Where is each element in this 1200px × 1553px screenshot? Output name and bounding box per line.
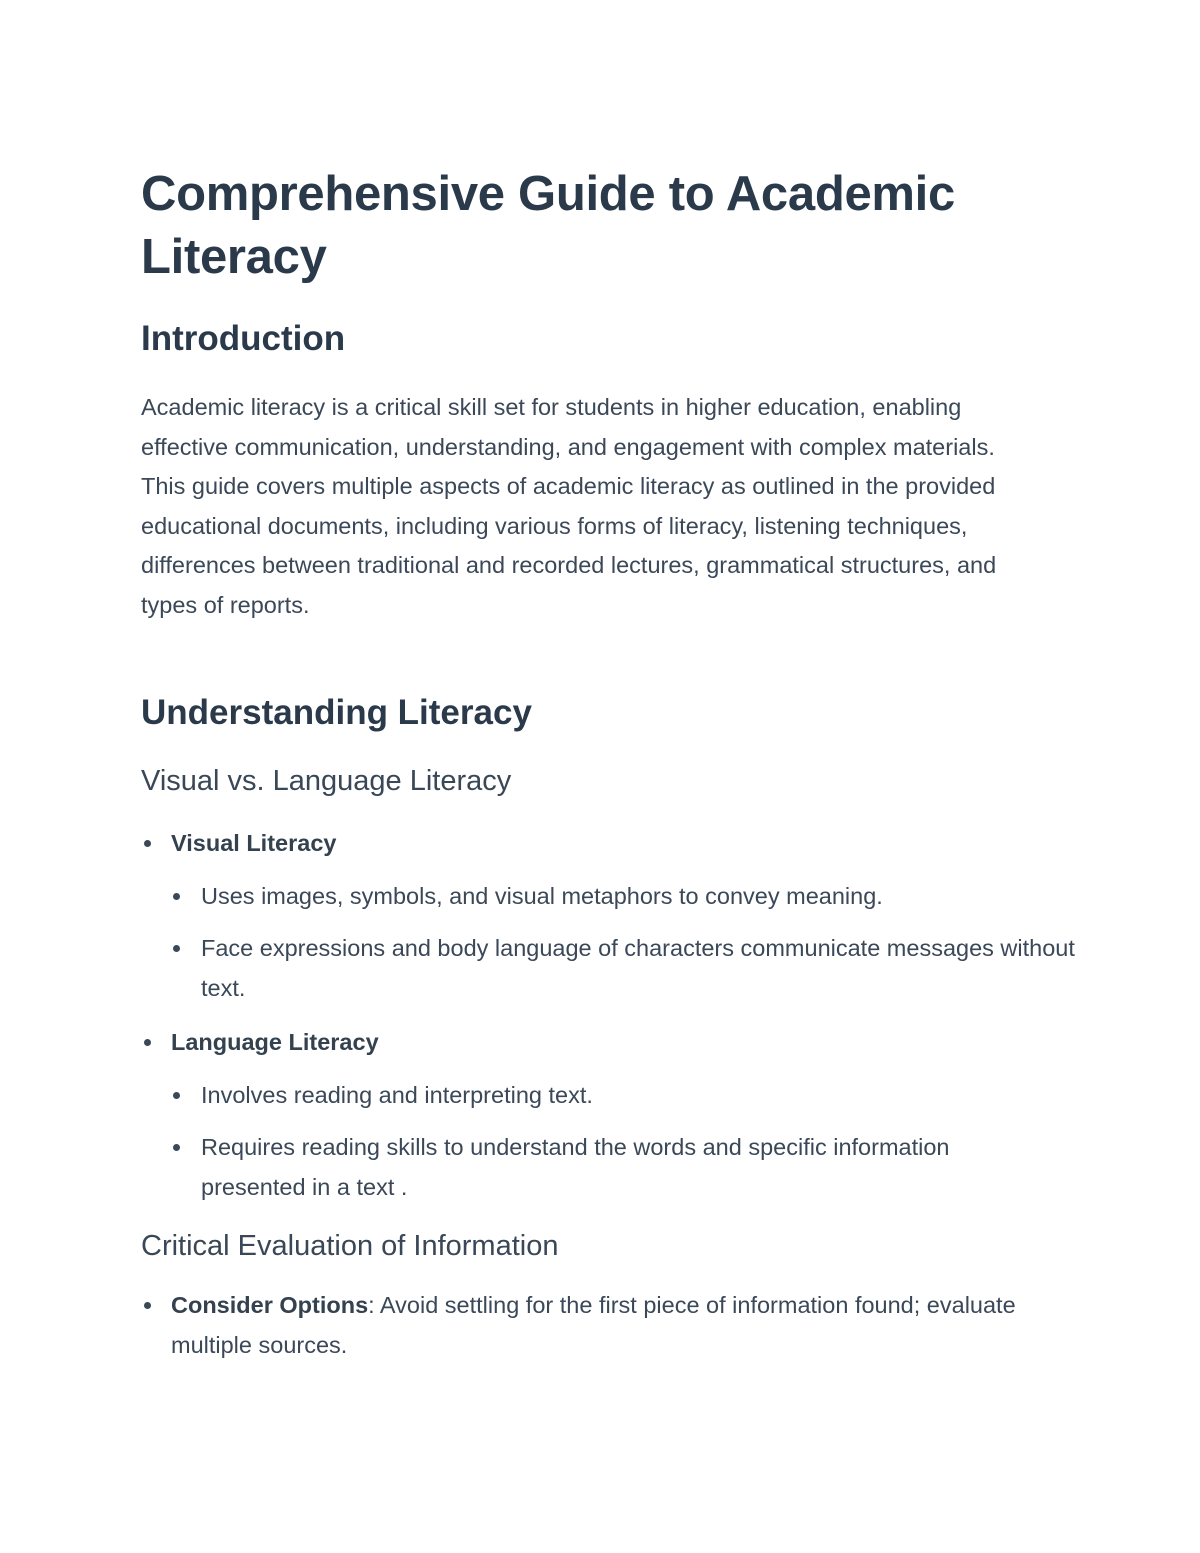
bullet-icon — [173, 945, 180, 952]
list-item-label: Language Literacy — [171, 1029, 379, 1055]
list-item — [141, 928, 1081, 1008]
list-item-label: Visual Literacy — [171, 830, 337, 856]
document-title: Comprehensive Guide to Academic Literacy — [141, 167, 955, 284]
list-item-text: Avoid settling for the first piece of information found; evaluate multiple sources. — [171, 1292, 1016, 1358]
subsection-heading-visual-vs-language: Visual vs. Language Literacy — [141, 765, 512, 797]
bullet-icon — [144, 840, 151, 847]
introduction-paragraph: Academic literacy is a critical skill set for students in higher education, enabling effective communication, understanding, and engagement with complex materials. This guide covers multiple aspects of academic literacy as outlined in the provided educational documents, including various forms of literacy, listening techniques, differences between traditional and recorded lectures, grammatical structures, and types of reports. — [141, 394, 997, 618]
list-item-text: Requires reading skills to understand the words and specific information presented in a text . — [201, 1134, 950, 1200]
subsection-heading-critical-evaluation: Critical Evaluation of Information — [141, 1230, 559, 1262]
section-heading-introduction: Introduction — [141, 319, 346, 358]
list-item-label: Consider Options — [171, 1292, 369, 1318]
bullet-icon — [173, 1092, 180, 1099]
list-item-text: Uses images, symbols, and visual metaphors to convey meaning. — [201, 883, 883, 909]
list-item-visual-literacy — [141, 823, 1071, 863]
bullet-icon — [173, 893, 180, 900]
list-item-separator: : — [368, 1292, 375, 1318]
bullet-icon — [144, 1302, 151, 1309]
list-item-text: Face expressions and body language of characters communicate messages without text. — [201, 935, 1075, 1001]
list-item — [141, 1075, 1101, 1115]
list-item-text: Involves reading and interpreting text. — [201, 1082, 593, 1108]
bullet-icon — [144, 1039, 151, 1046]
bullet-icon — [173, 1144, 180, 1151]
list-item-language-literacy — [141, 1022, 1071, 1062]
list-item-consider-options — [141, 1285, 1101, 1365]
section-heading-understanding-literacy: Understanding Literacy — [141, 693, 532, 732]
list-item — [141, 876, 1101, 916]
list-item — [141, 1127, 1031, 1207]
